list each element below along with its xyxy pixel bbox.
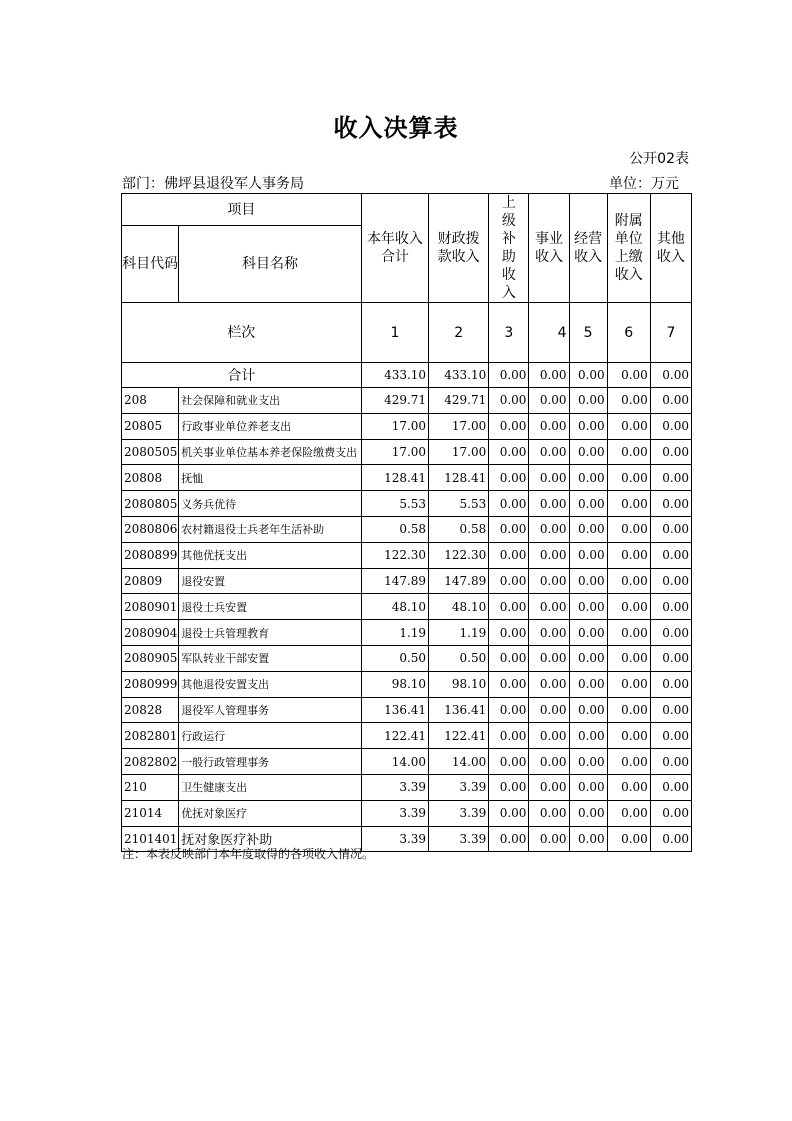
amount-cell: 0.00 (529, 749, 569, 775)
table-row (122, 542, 692, 568)
table-row (122, 671, 692, 697)
header-fiscal: 财政拨款收入 (429, 194, 489, 303)
subject-name: 退役军人管理事务 (179, 697, 362, 723)
amount-cell: 0.00 (650, 645, 691, 671)
amount-cell: 0.00 (529, 439, 569, 465)
table-row (122, 594, 692, 620)
amount-cell: 0.00 (607, 594, 650, 620)
amount-cell: 0.00 (529, 774, 569, 800)
amount-cell: 128.41 (361, 465, 428, 491)
total-value: 0.00 (607, 363, 650, 388)
subject-code: 21014 (122, 800, 179, 826)
subject-name: 退役士兵管理教育 (179, 620, 362, 646)
amount-cell: 122.30 (429, 542, 489, 568)
subject-name: 退役安置 (179, 568, 362, 594)
amount-cell: 48.10 (361, 594, 428, 620)
amount-cell: 0.00 (650, 697, 691, 723)
amount-cell: 0.00 (489, 465, 529, 491)
subject-code: 208 (122, 388, 179, 414)
subject-code: 2080905 (122, 645, 179, 671)
table-row (122, 465, 692, 491)
amount-cell: 0.00 (489, 826, 529, 852)
subject-name: 优抚对象医疗 (179, 800, 362, 826)
column-number: 6 (607, 303, 650, 363)
amount-cell: 14.00 (429, 749, 489, 775)
amount-cell: 0.00 (489, 388, 529, 414)
amount-cell: 128.41 (429, 465, 489, 491)
subject-code: 20809 (122, 568, 179, 594)
header-business: 事业收入 (529, 194, 569, 303)
amount-cell: 0.00 (607, 645, 650, 671)
amount-cell: 429.71 (361, 388, 428, 414)
amount-cell: 0.00 (489, 620, 529, 646)
amount-cell: 0.00 (569, 388, 607, 414)
subject-code: 20808 (122, 465, 179, 491)
total-value: 0.00 (650, 363, 691, 388)
amount-cell: 14.00 (361, 749, 428, 775)
subject-code: 2080901 (122, 594, 179, 620)
amount-cell: 0.00 (529, 671, 569, 697)
amount-cell: 0.00 (529, 826, 569, 852)
amount-cell: 0.00 (489, 800, 529, 826)
amount-cell: 17.00 (361, 439, 428, 465)
table-row (122, 800, 692, 826)
amount-cell: 0.00 (529, 723, 569, 749)
amount-cell: 0.58 (429, 516, 489, 542)
subject-code: 20828 (122, 697, 179, 723)
amount-cell: 0.00 (529, 697, 569, 723)
amount-cell: 0.00 (650, 465, 691, 491)
amount-cell: 0.00 (569, 568, 607, 594)
header-item: 项目 (122, 194, 362, 226)
amount-cell: 0.00 (650, 388, 691, 414)
subject-name: 其他退役安置支出 (179, 671, 362, 697)
subject-code: 2080806 (122, 516, 179, 542)
amount-cell: 17.00 (429, 439, 489, 465)
amount-cell: 0.00 (529, 594, 569, 620)
amount-cell: 0.00 (569, 439, 607, 465)
subject-code: 20805 (122, 413, 179, 439)
amount-cell: 3.39 (361, 800, 428, 826)
amount-cell: 0.00 (607, 491, 650, 517)
subject-name: 机关事业单位基本养老保险缴费支出 (179, 439, 362, 465)
amount-cell: 0.00 (650, 542, 691, 568)
table-row (122, 697, 692, 723)
column-number: 3 (489, 303, 529, 363)
amount-cell: 147.89 (361, 568, 428, 594)
subject-code: 2080899 (122, 542, 179, 568)
header-affiliated: 附属单位上缴收入 (607, 194, 650, 303)
amount-cell: 0.00 (607, 671, 650, 697)
column-number: 1 (361, 303, 428, 363)
subject-name: 抚对象医疗补助 (179, 826, 362, 852)
amount-cell: 0.00 (607, 800, 650, 826)
amount-cell: 0.00 (569, 697, 607, 723)
amount-cell: 0.00 (489, 439, 529, 465)
column-number: 4 (529, 303, 569, 363)
amount-cell: 0.00 (607, 774, 650, 800)
amount-cell: 0.58 (361, 516, 428, 542)
table-row (122, 516, 692, 542)
amount-cell: 0.00 (489, 697, 529, 723)
subject-code: 2082801 (122, 723, 179, 749)
amount-cell: 17.00 (429, 413, 489, 439)
table-row (122, 413, 692, 439)
total-label: 合计 (122, 363, 362, 388)
total-value: 0.00 (489, 363, 529, 388)
amount-cell: 0.00 (607, 826, 650, 852)
amount-cell: 3.39 (361, 774, 428, 800)
table-row (122, 439, 692, 465)
subject-code: 2080505 (122, 439, 179, 465)
column-number: 7 (650, 303, 691, 363)
amount-cell: 0.00 (489, 568, 529, 594)
amount-cell: 0.00 (607, 388, 650, 414)
amount-cell: 0.00 (569, 723, 607, 749)
header-code: 科目代码 (122, 226, 179, 303)
amount-cell: 147.89 (429, 568, 489, 594)
table-row (122, 568, 692, 594)
amount-cell: 0.00 (569, 774, 607, 800)
amount-cell: 0.00 (489, 645, 529, 671)
amount-cell: 1.19 (361, 620, 428, 646)
subject-code: 2101401 (122, 826, 179, 852)
amount-cell: 0.00 (529, 620, 569, 646)
amount-cell: 0.00 (607, 749, 650, 775)
amount-cell: 1.19 (429, 620, 489, 646)
form-code: 公开02表 (629, 151, 689, 167)
table-row (122, 774, 692, 800)
subject-name: 行政事业单位养老支出 (179, 413, 362, 439)
amount-cell: 0.00 (529, 388, 569, 414)
subject-name: 社会保障和就业支出 (179, 388, 362, 414)
table-row (122, 723, 692, 749)
amount-cell: 0.00 (529, 645, 569, 671)
amount-cell: 0.00 (569, 620, 607, 646)
amount-cell: 0.00 (489, 413, 529, 439)
total-value: 433.10 (361, 363, 428, 388)
amount-cell: 0.00 (650, 671, 691, 697)
page-title: 收入决算表 (333, 114, 459, 142)
header-total: 本年收入合计 (361, 194, 428, 303)
amount-cell: 0.00 (529, 568, 569, 594)
amount-cell: 0.00 (650, 594, 691, 620)
amount-cell: 48.10 (429, 594, 489, 620)
subject-code: 2082802 (122, 749, 179, 775)
amount-cell: 0.00 (569, 465, 607, 491)
header-name: 科目名称 (179, 226, 362, 303)
header-other: 其他收入 (650, 194, 691, 303)
table-row (122, 620, 692, 646)
income-table (121, 193, 692, 852)
amount-cell: 0.00 (569, 594, 607, 620)
amount-cell: 0.00 (529, 413, 569, 439)
header-operating: 经营收入 (569, 194, 607, 303)
amount-cell: 0.00 (489, 594, 529, 620)
amount-cell: 0.00 (607, 568, 650, 594)
table-row (122, 645, 692, 671)
table-row (122, 491, 692, 517)
department-label: 部门：佛坪县退役军人事务局 (122, 176, 304, 192)
amount-cell: 0.00 (489, 671, 529, 697)
amount-cell: 0.00 (650, 620, 691, 646)
amount-cell: 0.00 (569, 516, 607, 542)
amount-cell: 98.10 (429, 671, 489, 697)
amount-cell: 98.10 (361, 671, 428, 697)
amount-cell: 0.00 (569, 749, 607, 775)
amount-cell: 0.00 (650, 826, 691, 852)
column-number: 2 (429, 303, 489, 363)
amount-cell: 0.00 (489, 774, 529, 800)
amount-cell: 0.00 (607, 723, 650, 749)
amount-cell: 122.30 (361, 542, 428, 568)
amount-cell: 3.39 (429, 826, 489, 852)
amount-cell: 0.00 (607, 465, 650, 491)
amount-cell: 5.53 (429, 491, 489, 517)
subject-code: 2080904 (122, 620, 179, 646)
subject-name: 抚恤 (179, 465, 362, 491)
amount-cell: 3.39 (429, 774, 489, 800)
amount-cell: 0.00 (569, 645, 607, 671)
subject-name: 义务兵优待 (179, 491, 362, 517)
amount-cell: 0.00 (650, 800, 691, 826)
amount-cell: 0.50 (361, 645, 428, 671)
amount-cell: 0.00 (607, 516, 650, 542)
amount-cell: 0.00 (529, 542, 569, 568)
amount-cell: 0.00 (650, 439, 691, 465)
total-row (122, 363, 692, 388)
unit-label: 单位：万元 (609, 176, 679, 192)
amount-cell: 136.41 (429, 697, 489, 723)
total-value: 433.10 (429, 363, 489, 388)
amount-cell: 0.00 (650, 749, 691, 775)
amount-cell: 0.00 (489, 516, 529, 542)
amount-cell: 0.00 (489, 542, 529, 568)
amount-cell: 0.00 (607, 439, 650, 465)
subject-name: 农村籍退役士兵老年生活补助 (179, 516, 362, 542)
total-value: 0.00 (529, 363, 569, 388)
amount-cell: 0.00 (529, 516, 569, 542)
header-column-order: 栏次 (122, 303, 362, 363)
amount-cell: 0.00 (569, 413, 607, 439)
amount-cell: 0.00 (607, 697, 650, 723)
subject-name: 一般行政管理事务 (179, 749, 362, 775)
table-row (122, 749, 692, 775)
amount-cell: 5.53 (361, 491, 428, 517)
amount-cell: 0.00 (569, 491, 607, 517)
column-number: 5 (569, 303, 607, 363)
amount-cell: 0.00 (529, 491, 569, 517)
amount-cell: 0.00 (650, 774, 691, 800)
amount-cell: 0.00 (569, 826, 607, 852)
amount-cell: 122.41 (429, 723, 489, 749)
amount-cell: 0.00 (569, 542, 607, 568)
amount-cell: 429.71 (429, 388, 489, 414)
amount-cell: 0.00 (650, 516, 691, 542)
header-superior: 上级补助收入 (489, 194, 529, 303)
amount-cell: 0.00 (650, 413, 691, 439)
amount-cell: 17.00 (361, 413, 428, 439)
subject-code: 2080999 (122, 671, 179, 697)
amount-cell: 0.00 (607, 542, 650, 568)
amount-cell: 3.39 (429, 800, 489, 826)
subject-code: 2080805 (122, 491, 179, 517)
subject-code: 210 (122, 774, 179, 800)
amount-cell: 122.41 (361, 723, 428, 749)
amount-cell: 0.00 (650, 723, 691, 749)
subject-name: 其他优抚支出 (179, 542, 362, 568)
subject-name: 行政运行 (179, 723, 362, 749)
subject-name: 退役士兵安置 (179, 594, 362, 620)
amount-cell: 0.00 (529, 800, 569, 826)
amount-cell: 0.00 (489, 491, 529, 517)
amount-cell: 0.50 (429, 645, 489, 671)
subject-name: 卫生健康支出 (179, 774, 362, 800)
table-row (122, 388, 692, 414)
amount-cell: 136.41 (361, 697, 428, 723)
total-value: 0.00 (569, 363, 607, 388)
amount-cell: 0.00 (650, 568, 691, 594)
amount-cell: 0.00 (650, 491, 691, 517)
amount-cell: 0.00 (489, 723, 529, 749)
amount-cell: 0.00 (569, 800, 607, 826)
amount-cell: 0.00 (607, 620, 650, 646)
subject-name: 军队转业干部安置 (179, 645, 362, 671)
amount-cell: 0.00 (569, 671, 607, 697)
amount-cell: 0.00 (489, 749, 529, 775)
amount-cell: 0.00 (607, 413, 650, 439)
amount-cell: 0.00 (529, 465, 569, 491)
footnote: 注：本表反映部门本年度取得的各项收入情况。 (122, 847, 375, 861)
amount-cell: 3.39 (361, 826, 428, 852)
